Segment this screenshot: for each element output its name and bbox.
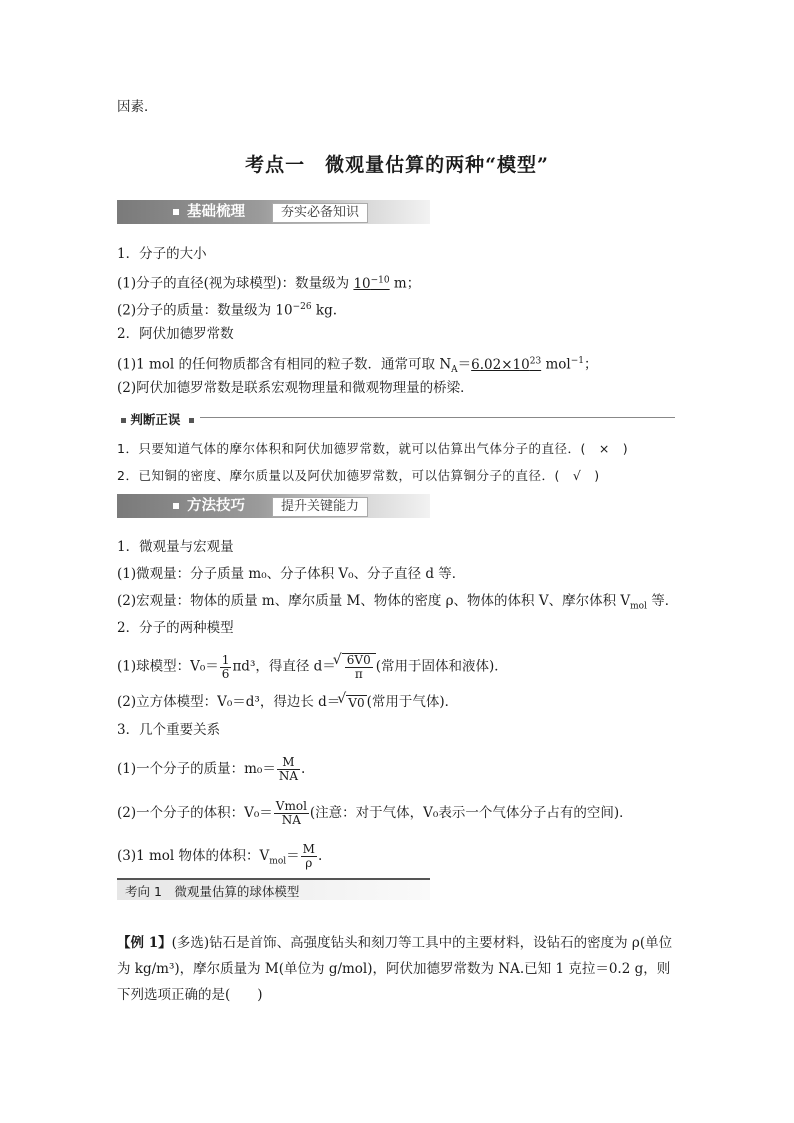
square-bullet-icon	[189, 418, 194, 423]
line-molecule-volume: (2)一个分子的体积：V₀＝ $\frac{\text{Vmol}}{NA}$ (注意：对于气体，V₀表示一个气体分子占有的空间)．	[117, 799, 633, 827]
fraction: $\frac{M}{\rho}$	[302, 842, 315, 870]
heading-relations: 3．几个重要关系	[117, 722, 221, 738]
line-mass: (2)分子的质量：数量级为 $10^{-26}$ kg.	[117, 302, 337, 319]
section-bar-methods	[117, 494, 430, 518]
line-micro: (1)微观量：分子质量 m₀、分子体积 V₀、分子直径 d 等．	[117, 566, 466, 582]
cube-root: √ $\frac{6V0}{\pi}$	[342, 653, 376, 681]
section-bar-basics	[117, 200, 430, 224]
cube-root: √ V0	[346, 695, 366, 710]
section-bar-title: 基础梳理	[187, 204, 245, 220]
line-macro: (2)宏观量：物体的质量 m、摩尔质量 M、物体的密度 ρ、物体的体积 V、摩尔体积 $V_{mol}$ 等．	[117, 593, 679, 612]
line-molar-volume: (3)1 mol 物体的体积：$V_{mol}=$ $\frac{M}{\rho}$ .	[117, 842, 323, 870]
line-avogadro-bridge: (2)阿伏加德罗常数是联系宏观物理量和微观物理量的桥梁．	[117, 380, 474, 396]
example-text: (多选)钻石是首饰、高强度钻头和刻刀等工具中的主要材料，设钻石的密度为 ρ(单位为 kg/m³)，摩尔质量为 M(单位为 g/mol)，阿伏加德罗常数为 NA.已知 1 克拉＝0.2 g，则下列选项正确的是( )	[117, 935, 673, 1003]
example-label: 【例 1】	[117, 935, 172, 951]
fraction: $\frac{1}{6}$	[221, 652, 230, 681]
line-molecule-mass: (1)一个分子的质量：m₀＝ $\frac{M}{NA}$ .	[117, 755, 306, 783]
heading-two-models: 2．分子的两种模型	[117, 620, 234, 636]
judge-question-2: 2．已知铜的密度、摩尔质量以及阿伏加德罗常数，可以估算铜分子的直径．( √ )	[117, 468, 600, 483]
top-fragment: 因素．	[117, 99, 158, 115]
line-sphere-model: (1)球模型：V₀＝ $\frac{1}{6}$ πd³，得直径 d＝ √ $\frac{6V0}{\pi}$ (常用于固体和液体)．	[117, 653, 508, 681]
section-bar-subtitle: 夯实必备知识	[272, 203, 368, 223]
judge-header: 判断正误	[117, 410, 675, 424]
heading-molecule-size: 1．分子的大小	[117, 246, 207, 262]
divider	[117, 417, 675, 418]
line-cube-model: (2)立方体模型：V₀＝d³，得边长 d＝√ V0 (常用于气体)．	[117, 692, 458, 712]
line-diameter: (1)分子的直径(视为球模型)：数量级为 $10^{-10}$ m；	[117, 275, 421, 292]
topic-tag: 考向 1 微观量估算的球体模型	[117, 878, 430, 900]
heading-micro-macro: 1．微观量与宏观量	[117, 539, 234, 555]
fraction: $\frac{M}{NA}$	[278, 755, 299, 783]
judge-question-1: 1．只要知道气体的摩尔体积和阿伏加德罗常数，就可以估算出气体分子的直径．( × )	[117, 441, 629, 456]
section-bar-subtitle: 提升关键能力	[272, 497, 368, 517]
heading-avogadro: 2．阿伏加德罗常数	[117, 326, 234, 342]
example-1	[117, 930, 677, 1008]
square-bullet-icon	[121, 418, 126, 423]
fraction: $\frac{\text{Vmol}}{NA}$	[275, 799, 307, 827]
line-avogadro-value: (1)1 mol 的任何物质都含有相同的粒子数．通常可取 $N_A=6.02\times 10^{23}$ mol$^{-1}$；	[117, 356, 598, 376]
page-title: 考点一 微观量估算的两种“模型”	[245, 154, 549, 176]
section-bar-title: 方法技巧	[187, 498, 245, 514]
